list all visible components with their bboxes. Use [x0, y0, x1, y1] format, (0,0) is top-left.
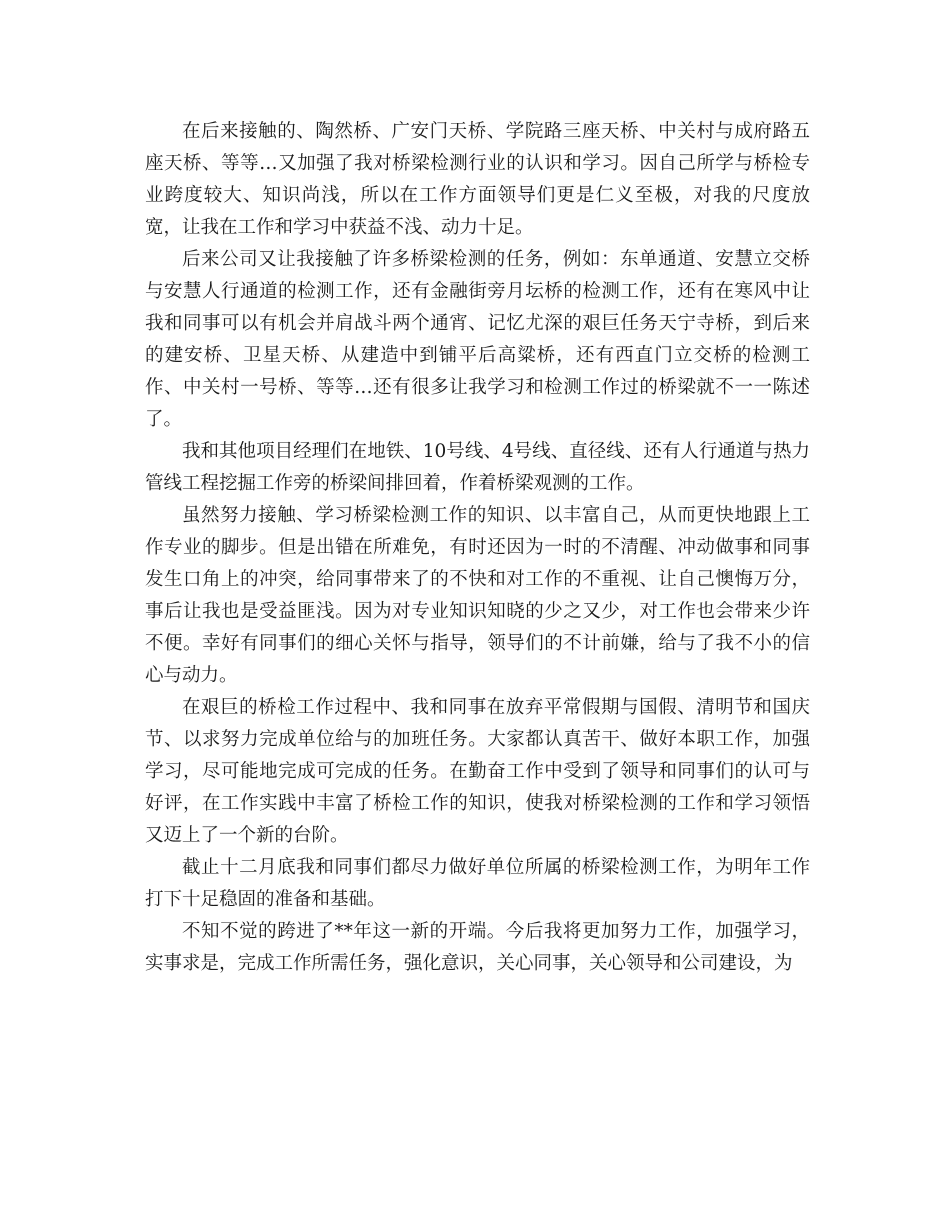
paragraph-3: 我和其他项目经理们在地铁、10号线、4号线、直径线、还有人行通道与热力管线工程挖掘工作旁的桥梁间排回着，作着桥梁观测的工作。	[145, 441, 810, 494]
paragraph-6: 截止十二月底我和同事们都尽力做好单位所属的桥梁检测工作，为明年工作打下十足稳固的准备和基础。	[145, 857, 810, 910]
paragraph-5: 在艰巨的桥检工作过程中、我和同事在放弃平常假期与国假、清明节和国庆节、以求努力完成单位给与的加班任务。大家都认真苦干、做好本职工作，加强学习，尽可能地完成可完成的任务。在勤奋工作中受到了领导和同事们的认可与好评，在工作实践中丰富了桥检工作的知识，使我对桥梁检测的工作和学习领悟又迈上了一个新的台阶。	[145, 697, 810, 846]
document-body	[145, 116, 810, 980]
paragraph-4: 虽然努力接触、学习桥梁检测工作的知识、以丰富自己，从而更快地跟上工作专业的脚步。但是出错在所难免，有时还因为一时的不清醒、冲动做事和同事发生口角上的冲突，给同事带来了的不快和对工作的不重视、让自己懊悔万分，事后让我也是受益匪浅。因为对专业知识知晓的少之又少，对工作也会带来少许不便。幸好有同事们的细心关怀与指导，领导们的不计前嫌，给与了我不小的信心与动力。	[145, 505, 810, 686]
paragraph-2: 后来公司又让我接触了许多桥梁检测的任务，例如：东单通道、安慧立交桥与安慧人行通道的检测工作，还有金融街旁月坛桥的检测工作，还有在寒风中让我和同事可以有机会并肩战斗两个通宵、记忆尤深的艰巨任务天宁寺桥，到后来的建安桥、卫星天桥、从建造中到铺平后高粱桥，还有西直门立交桥的检测工作、中关村一号桥、等等…还有很多让我学习和检测工作过的桥梁就不一一陈述了。	[145, 249, 810, 430]
paragraph-7: 不知不觉的跨进了**年这一新的开端。今后我将更加努力工作，加强学习，实事求是，完成工作所需任务，强化意识，关心同事，关心领导和公司建设，为	[145, 921, 810, 974]
paragraph-1: 在后来接触的、陶然桥、广安门天桥、学院路三座天桥、中关村与成府路五座天桥、等等…又加强了我对桥梁检测行业的认识和学习。因自己所学与桥检专业跨度较大、知识尚浅，所以在工作方面领导们更是仁义至极，对我的尺度放宽，让我在工作和学习中获益不浅、动力十足。	[145, 121, 810, 238]
